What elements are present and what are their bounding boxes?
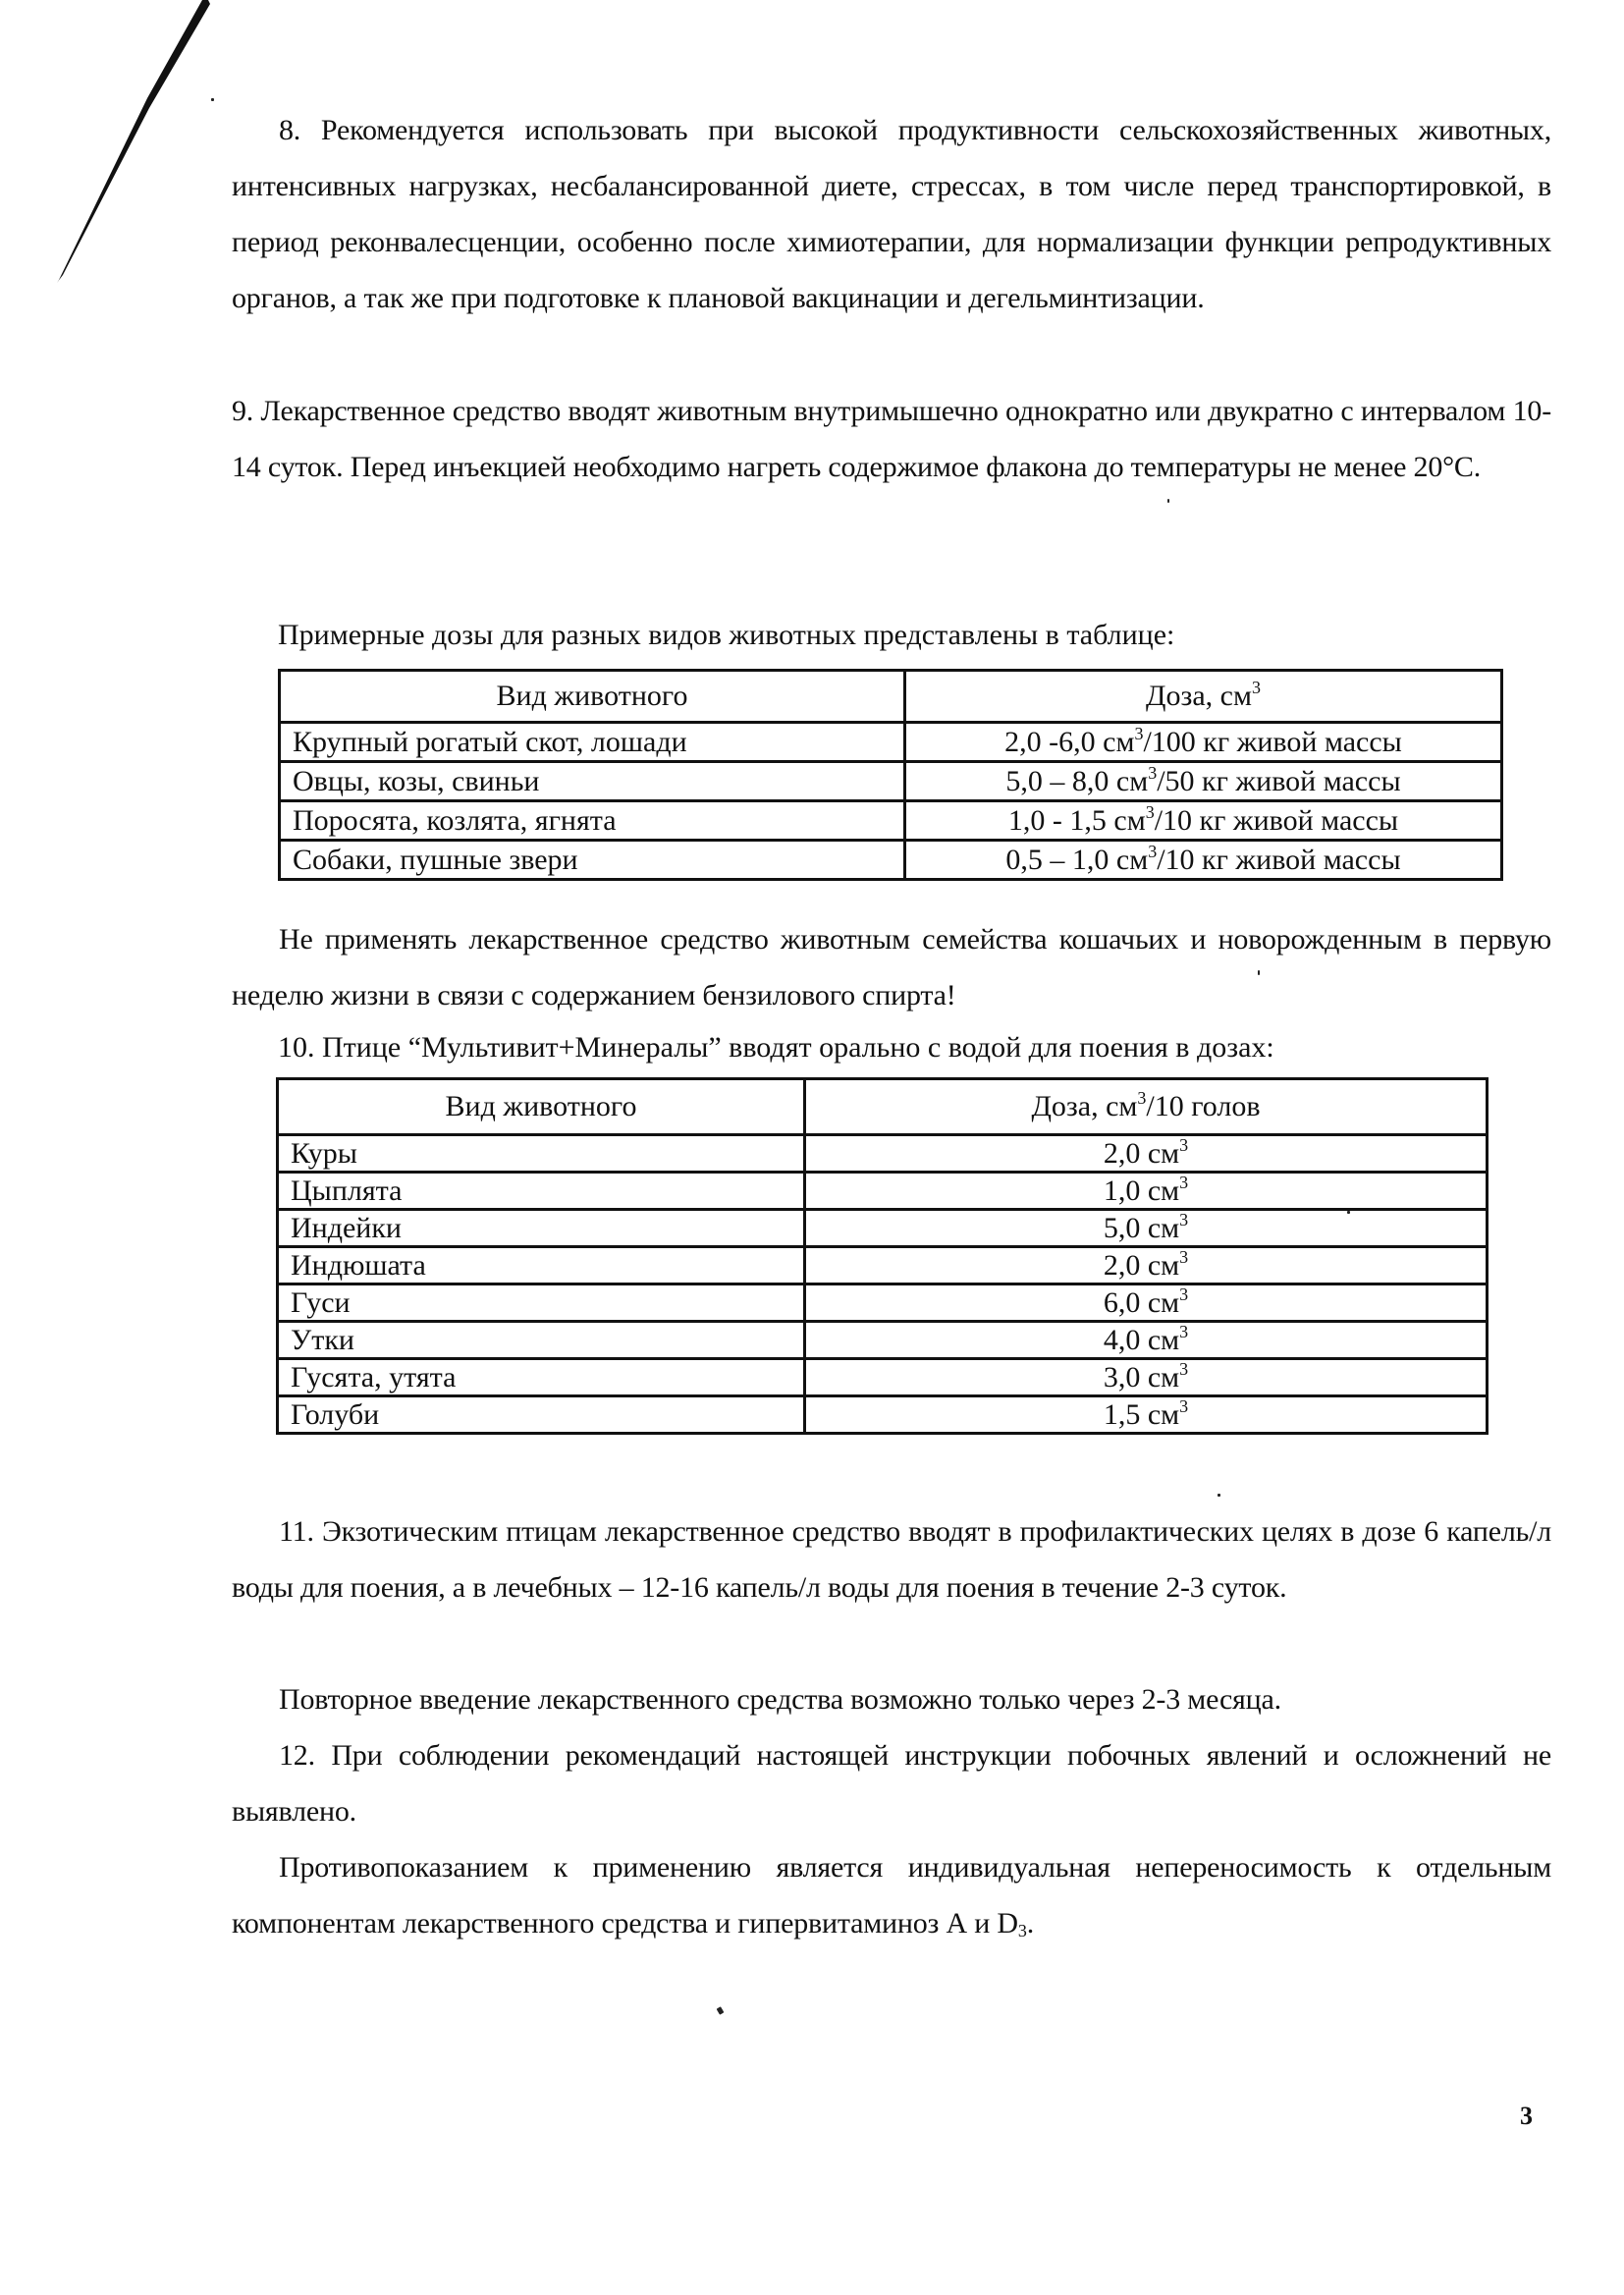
cell-animal: Гусята, утята — [278, 1359, 805, 1396]
scan-speck — [211, 98, 214, 101]
paragraph-10: 10. Птице “Мультивит+Минералы” вводят орально с водой для поения в дозах: — [278, 1031, 1274, 1064]
cell-dose: 2,0 -6,0 $см^3/100$ кг живой массы — [905, 723, 1502, 762]
page-number: 3 — [1520, 2102, 1533, 2130]
table-row — [278, 1210, 1488, 1247]
cell-animal: Гуси — [278, 1284, 805, 1322]
cell-dose: 4,0 $см^3$ — [805, 1322, 1488, 1359]
table-row — [280, 801, 1502, 841]
cell-dose: 1,0 - 1,5 $см^3/10$ кг живой массы — [905, 801, 1502, 841]
table-row — [278, 1135, 1488, 1173]
paragraph-11 — [232, 1503, 1551, 1615]
table-row — [280, 723, 1502, 762]
table-row — [280, 762, 1502, 801]
paragraph-8-text: 8. Рекомендуется использовать при высокой продуктивности сельскохозяйственных животных, интенсивных нагрузках, несбалансированной диете, стрессах, в том числе перед транспортировкой, в период реконвалесценции, особенно после химиотерапии, для нормализации функции репродуктивных органов, а так же при подготовке к плановой вакцинации и дегельминтизации. — [232, 114, 1551, 314]
dose-table-mammals — [278, 669, 1503, 881]
cell-animal: Собаки, пушные звери — [280, 841, 905, 880]
table-row — [278, 1247, 1488, 1284]
scan-speck — [1258, 970, 1260, 975]
table-header-row — [280, 671, 1502, 723]
cell-animal: Куры — [278, 1135, 805, 1173]
table-row — [278, 1359, 1488, 1396]
pen-stroke-mark — [0, 0, 255, 304]
dose-table-poultry — [276, 1077, 1489, 1435]
repeat-note-text: Повторное введение лекарственного средства возможно только через 2-3 месяца. — [279, 1683, 1281, 1716]
cell-dose: 5,0 – 8,0 $см^3/50$ кг живой массы — [905, 762, 1502, 801]
cell-animal: Овцы, козы, свиньи — [280, 762, 905, 801]
column-header-animal: Вид животного — [280, 671, 905, 723]
table-row — [280, 841, 1502, 880]
table-row — [278, 1396, 1488, 1434]
scan-speck — [1218, 1494, 1220, 1497]
repeat-note — [232, 1671, 1551, 1727]
cell-dose: 5,0 $см^3$ — [805, 1210, 1488, 1247]
paragraph-12-text: 12. При соблюдении рекомендаций настоящей инструкции побочных явлений и осложнений не выявлено. — [232, 1739, 1551, 1828]
cell-animal: Утки — [278, 1322, 805, 1359]
paragraph-12 — [232, 1727, 1551, 1839]
cell-animal: Индюшата — [278, 1247, 805, 1284]
paragraph-11-text: 11. Экзотическим птицам лекарственное средство вводят в профилактических целях в дозе 6 капель/л воды для поения, а в лечебных – 12-16 капель/л воды для поения в течение 2-3 суток. — [232, 1515, 1551, 1604]
table-row — [278, 1322, 1488, 1359]
warning-text: Не применять лекарственное средство животным семейства кошачьих и новорожденным в первую неделю жизни в связи с содержанием бензилового спирта! — [232, 923, 1551, 1011]
cell-dose: 1,5 $см^3$ — [805, 1396, 1488, 1434]
cell-animal: Цыплята — [278, 1173, 805, 1210]
contraindication-text: Противопоказанием к применению является индивидуальная непереносимость к отдельным компонентам лекарственного средства и гипервитаминоз А и D — [232, 1851, 1551, 1940]
cell-dose: 6,0 $см^3$ — [805, 1284, 1488, 1322]
table-1-caption: Примерные дозы для разных видов животных представлены в таблице: — [278, 619, 1175, 651]
paragraph-9-text: 9. Лекарственное средство вводят животным внутримышечно однократно или двукратно с интервалом 10-14 суток. Перед инъекцией необходимо нагреть содержимое флакона до температуры не менее 20°С. — [232, 395, 1551, 483]
cell-dose: 2,0 $см^3$ — [805, 1247, 1488, 1284]
warning-paragraph — [232, 911, 1551, 1023]
column-header-dose: Доза, $см^3/10$ голов — [805, 1079, 1488, 1135]
scan-speck — [1167, 499, 1169, 503]
column-header-animal: Вид животного — [278, 1079, 805, 1135]
cell-animal: Поросята, козлята, ягнята — [280, 801, 905, 841]
table-row — [278, 1173, 1488, 1210]
cell-animal: Индейки — [278, 1210, 805, 1247]
cell-animal: Крупный рогатый скот, лошади — [280, 723, 905, 762]
scan-speck — [1347, 1211, 1350, 1214]
subscript-3: 3 — [1017, 1921, 1027, 1940]
cell-animal: Голуби — [278, 1396, 805, 1434]
column-header-dose: Доза, $см^3$ — [905, 671, 1502, 723]
cell-dose: 1,0 $см^3$ — [805, 1173, 1488, 1210]
table-row — [278, 1284, 1488, 1322]
cell-dose: 0,5 – 1,0 $см^3/10$ кг живой массы — [905, 841, 1502, 880]
contraindication-period: . — [1026, 1907, 1035, 1940]
table-header-row — [278, 1079, 1488, 1135]
scan-speck — [717, 2006, 725, 2015]
paragraph-9 — [232, 383, 1551, 495]
cell-dose: 2,0 $см^3$ — [805, 1135, 1488, 1173]
paragraph-8 — [232, 102, 1551, 326]
contraindication-paragraph — [232, 1839, 1551, 1951]
cell-dose: 3,0 $см^3$ — [805, 1359, 1488, 1396]
